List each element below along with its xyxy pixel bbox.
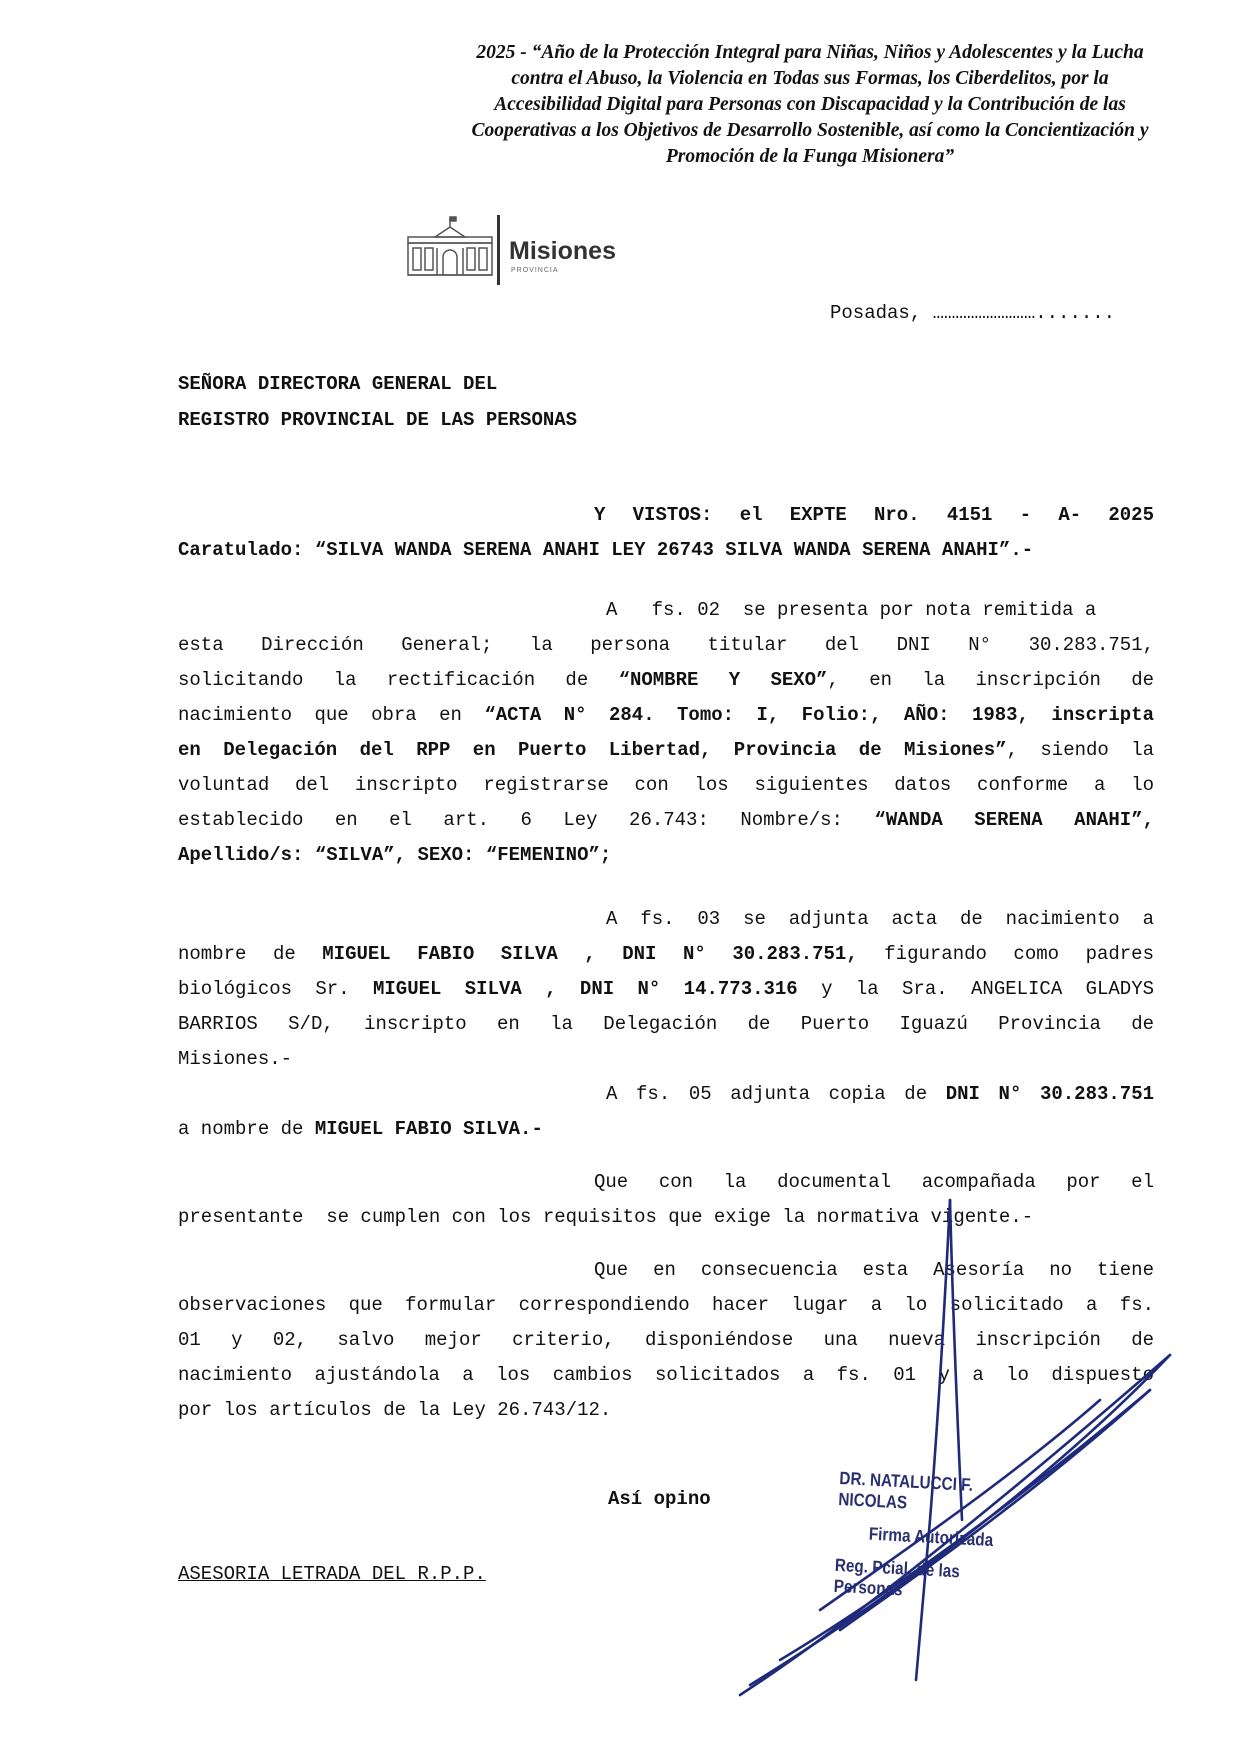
logo-name: Misiones [509, 237, 616, 265]
closing: Así opino [608, 1488, 711, 1510]
p2-line-2: nombre de MIGUEL FABIO SILVA , DNI N° 30.283.751, figurando como padres [178, 943, 1154, 965]
p5-line-3: 01 y 02, salvo mejor criterio, disponiéndose una nueva inscripción de [178, 1329, 1154, 1351]
p1-line-3: solicitando la rectificación de “NOMBRE Y SEXO”, en la inscripción de [178, 669, 1155, 691]
vistos-label: Y VISTOS: el EXPTE Nro. 4151 - A- 2025 [594, 504, 1154, 526]
p3-line-1: A fs. 05 adjunta copia de DNI N° 30.283.751 [606, 1083, 1154, 1105]
addressee-line-1: SEÑORA DIRECTORA GENERAL DEL [178, 373, 498, 395]
p2-line-3: biológicos Sr. MIGUEL SILVA , DNI N° 14.773.316 y la Sra. ANGELICA GLADYS [178, 978, 1155, 1000]
motto-line: Cooperativas a los Objetivos de Desarrollo Sostenible, así como la Concientización y [471, 120, 1149, 141]
stamp-name: DR. NATALUCCI F. NICOLAS [837, 1468, 974, 1513]
p2-line-1: A fs. 03 se adjunta acta de nacimiento a [606, 908, 1154, 930]
p2-line-5: Misiones.- [178, 1048, 293, 1070]
motto-line: contra el Abuso, la Violencia en Todas sus Formas, los Ciberdelitos, por la [511, 68, 1109, 89]
p1-line-7: establecido en el art. 6 Ley 26.743: Nombre/s: “WANDA SERENA ANAHI”, [178, 809, 1154, 831]
logo-sub: PROVINCIA [511, 267, 559, 274]
p5-line-1: Que en consecuencia esta Asesoría no tiene [594, 1259, 1154, 1281]
misiones-logo [405, 215, 645, 290]
stamp-office: Reg. Pcial. de las Personas [833, 1554, 961, 1600]
stamp-role: Firma Autorizada [868, 1523, 994, 1551]
office-name: ASESORIA LETRADA DEL R.P.P. [178, 1563, 486, 1585]
p4-line-1: Que con la documental acompañada por el [594, 1171, 1154, 1193]
p3-line-2: a nombre de MIGUEL FABIO SILVA.- [178, 1118, 543, 1140]
p5-line-5: por los artículos de la Ley 26.743/12. [178, 1399, 612, 1421]
p1-line-8: Apellido/s: “SILVA”, SEXO: “FEMENINO”; [178, 844, 612, 866]
motto-line: 2025 - “Año de la Protección Integral para Niñas, Niños y Adolescentes y la Lucha [476, 42, 1144, 63]
place-date: Posadas, ………………………....... [830, 302, 1116, 324]
motto-line: Promoción de la Funga Misionera” [665, 146, 955, 167]
logo-divider [497, 215, 500, 285]
header-motto [440, 40, 1180, 170]
p1-line-1: A fs. 02 se presenta por nota remitida a [606, 599, 1097, 621]
p1-line-2: esta Dirección General; la persona titular del DNI N° 30.283.751, [178, 634, 1154, 656]
p4-line-2: presentante se cumplen con los requisitos que exige la normativa vigente.- [178, 1206, 1034, 1228]
motto-line: Accesibilidad Digital para Personas con Discapacidad y la Contribución de las [494, 94, 1126, 115]
p1-line-6: voluntad del inscripto registrarse con los siguientes datos conforme a lo [178, 774, 1154, 796]
p5-line-2: observaciones que formular correspondiendo hacer lugar a lo solicitado a fs. [178, 1294, 1154, 1316]
p1-line-5: en Delegación del RPP en Puerto Libertad, Provincia de Misiones”, siendo la [178, 739, 1155, 761]
p5-line-4: nacimiento ajustándola a los cambios solicitados a fs. 01 y a lo dispuesto [178, 1364, 1154, 1386]
caratula: Caratulado: “SILVA WANDA SERENA ANAHI LEY 26743 SILVA WANDA SERENA ANAHI”.- [178, 539, 1034, 561]
government-house-icon [405, 215, 495, 285]
p2-line-4: BARRIOS S/D, inscripto en la Delegación de Puerto Iguazú Provincia de [178, 1013, 1154, 1035]
p1-line-4: nacimiento que obra en “ACTA N° 284. Tomo: I, Folio:, AÑO: 1983, inscripta [178, 704, 1154, 726]
addressee-line-2: REGISTRO PROVINCIAL DE LAS PERSONAS [178, 409, 578, 431]
handwritten-signature [720, 1160, 1180, 1720]
